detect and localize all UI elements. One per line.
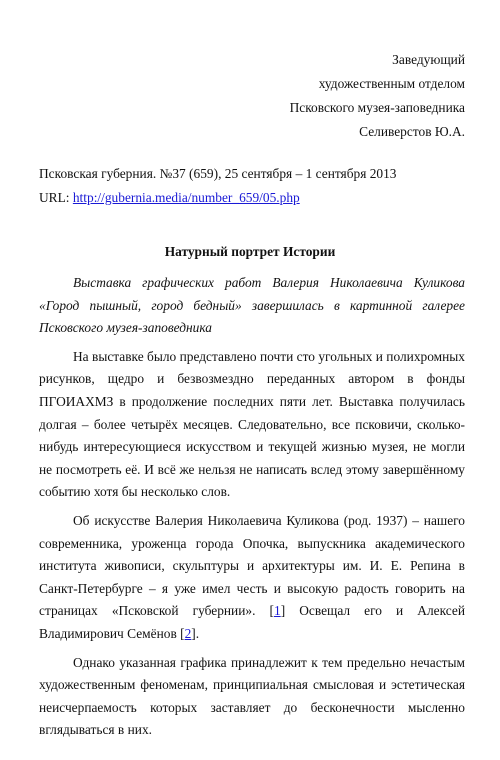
footnote-link-2[interactable]: 2 [184,625,192,641]
url-prefix: URL: [39,190,73,205]
paragraph-1: На выставке было представлено почти сто угольных и полихромных рисунков, щедро и безвозмездно переданных автором в фонды ПГОИАХМЗ в продолжение последних пяти лет. Выставка получилась долгая – более четырёх месяцев. Следовательно, все псковичи, сколько-нибудь интересующиеся искусством и текущей жизнью музея, не могли не посмотреть её. И всё же нельзя не написать вслед этому завершённому событию хотя бы несколько слов. [39,348,465,500]
source-url-line [39,186,397,210]
article-lead: Выставка графических работ Валерия Николаевича Куликова «Город пышный, город бедный» завершилась в картинной галерее Псковского музея-заповедника [39,275,465,336]
addressee-block [290,48,465,144]
paragraph-2-text: Об искусстве Валерия Николаевича Куликова (род. 1937) – нашего современника, уроженца города Опочка, выпускника академического института живописи, скульптуры и архитектуры им. И. Е. Репина в Санкт-Петербурге – я уже имел честь и высокую радость говорить на страницах «Псковской губернии». [ [39,512,465,619]
addressee-line: Селиверстов Ю.А. [359,124,465,139]
footnote-link-1[interactable]: 1 [273,603,281,619]
addressee-line: художественным отделом [318,76,465,91]
addressee-line: Заведующий [392,52,465,67]
source-citation: Псковская губерния. №37 (659), 25 сентября – 1 сентября 2013 [39,166,397,181]
paragraph-3: Однако указанная графика принадлежит к тем предельно нечастым художественным феноменам, принципиальная смысловая и эстетическая неисчерпаемость которых заставляет до бесконечности мысленно вглядываться в них. [39,654,465,738]
paragraph-2-end: ]. [191,625,200,641]
source-url-link[interactable]: http://gubernia.media/number_659/05.php [72,190,300,205]
addressee-line: Псковского музея-заповедника [289,100,465,115]
paragraph-2 [39,510,465,646]
source-block [39,162,397,210]
article-body [39,272,465,748]
article-title: Натурный портрет Истории [164,244,336,259]
paragraph-2-mid: ] Освещал его и Алексей Владимирович Семёнов [ [39,603,465,641]
